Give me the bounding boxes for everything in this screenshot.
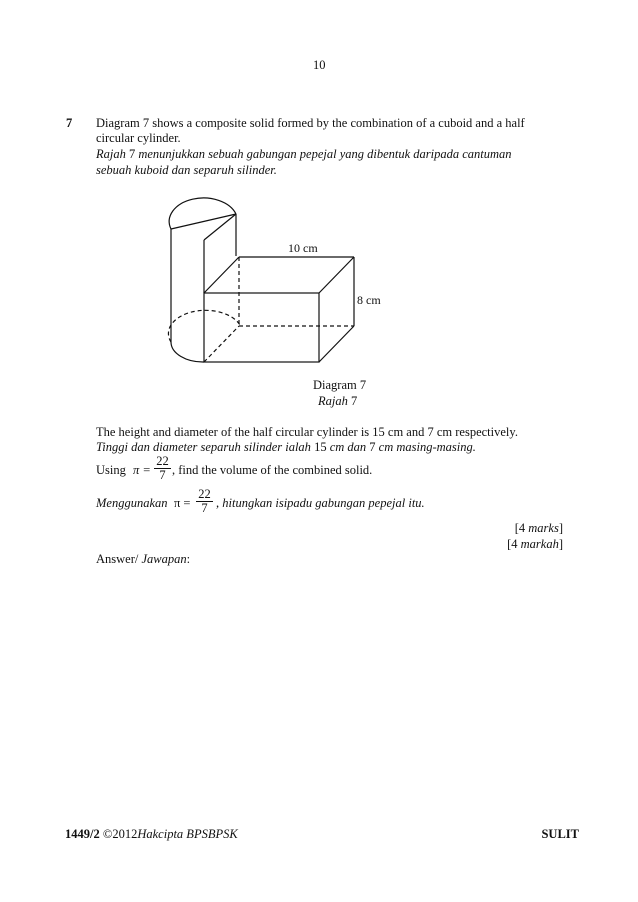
answer-label-colon: : — [186, 552, 191, 566]
using-label-ms: Menggunakan — [96, 496, 168, 510]
publisher: Hakcipta BPSBPSK — [137, 827, 238, 841]
question-text-en-line1: Diagram 7 shows a composite solid formed by the combination of a cuboid and a half — [96, 116, 525, 130]
answer-label-ms: Jawapan — [141, 552, 187, 566]
marks-en-open: [4 — [514, 521, 529, 535]
footer-status: SULIT — [541, 827, 579, 841]
diagram-caption-en: Diagram 7 — [313, 378, 367, 392]
marks-ms — [507, 537, 563, 552]
given-ms-height: 15 — [310, 440, 330, 454]
marks-en-close: ] — [558, 521, 563, 535]
cuboid-top-left-edge — [204, 257, 239, 293]
marks-en-word: marks — [528, 521, 559, 535]
fraction-denominator: 7 — [159, 468, 166, 482]
ms-stem-rest: menunjukkan sebuah gabungan pepejal yang dibentuk daripada cantuman — [138, 147, 512, 161]
cuboid-front-face — [204, 293, 319, 362]
caption-rajah-word: Rajah — [318, 394, 348, 408]
pi-fraction-ms — [196, 488, 213, 515]
cuboid-top-right-edge — [319, 257, 354, 293]
paper-code: 1449/2 — [65, 827, 100, 841]
instruction-en: , find the volume of the combined solid. — [172, 463, 373, 477]
given-text-en: The height and diameter of the half circular cylinder is 15 cm and 7 cm respectively. — [96, 425, 518, 439]
ms-rajah-word: Rajah — [96, 147, 126, 161]
marks-en — [515, 521, 563, 536]
given-ms-unit: cm — [329, 440, 345, 454]
pi-fraction-en — [154, 455, 171, 482]
footer-left — [65, 827, 238, 842]
height-label: 8 cm — [357, 293, 381, 307]
marks-ms-word: markah — [520, 537, 559, 551]
given-ms-part1: Tinggi dan diameter separuh silinder ialah — [96, 440, 311, 454]
caption-number: 7 — [347, 394, 358, 408]
cuboid-right-bottom-edge — [319, 326, 354, 362]
marks-ms-open: [4 — [507, 537, 521, 551]
copyright: ©2012 — [99, 827, 138, 841]
pi-symbol-ms: π = — [174, 496, 191, 510]
cuboid-hidden-diagonal — [204, 326, 239, 362]
fraction-numerator-ms: 22 — [196, 488, 213, 502]
marks-ms-close: ] — [558, 537, 563, 551]
question-text-en-line2: circular cylinder. — [96, 131, 181, 145]
question-number: 7 — [66, 116, 73, 130]
page-number: 10 — [313, 58, 326, 72]
answer-label — [96, 552, 190, 567]
ms-diagram-number: 7 — [125, 147, 139, 161]
given-ms-dan: dan — [344, 440, 370, 454]
fraction-denominator-ms: 7 — [201, 501, 208, 515]
question-text-ms-line2: sebuah kuboid dan separuh silinder. — [96, 163, 277, 177]
diagram-caption-ms — [318, 394, 357, 409]
pi-symbol-en: π = — [133, 463, 151, 477]
half-cylinder-top — [169, 198, 236, 229]
length-label: 10 cm — [288, 241, 318, 255]
given-ms-rest: cm masing-masing. — [375, 440, 476, 454]
fraction-numerator: 22 — [154, 455, 171, 469]
given-text-ms — [96, 440, 476, 455]
using-label-en: Using — [96, 463, 126, 477]
answer-label-en: Answer/ — [96, 552, 142, 566]
instruction-ms: , hitungkan isipadu gabungan pepejal itu. — [216, 496, 425, 510]
half-cylinder-bottom-curve — [171, 342, 204, 362]
given-ms-diameter: 7 — [369, 440, 376, 454]
